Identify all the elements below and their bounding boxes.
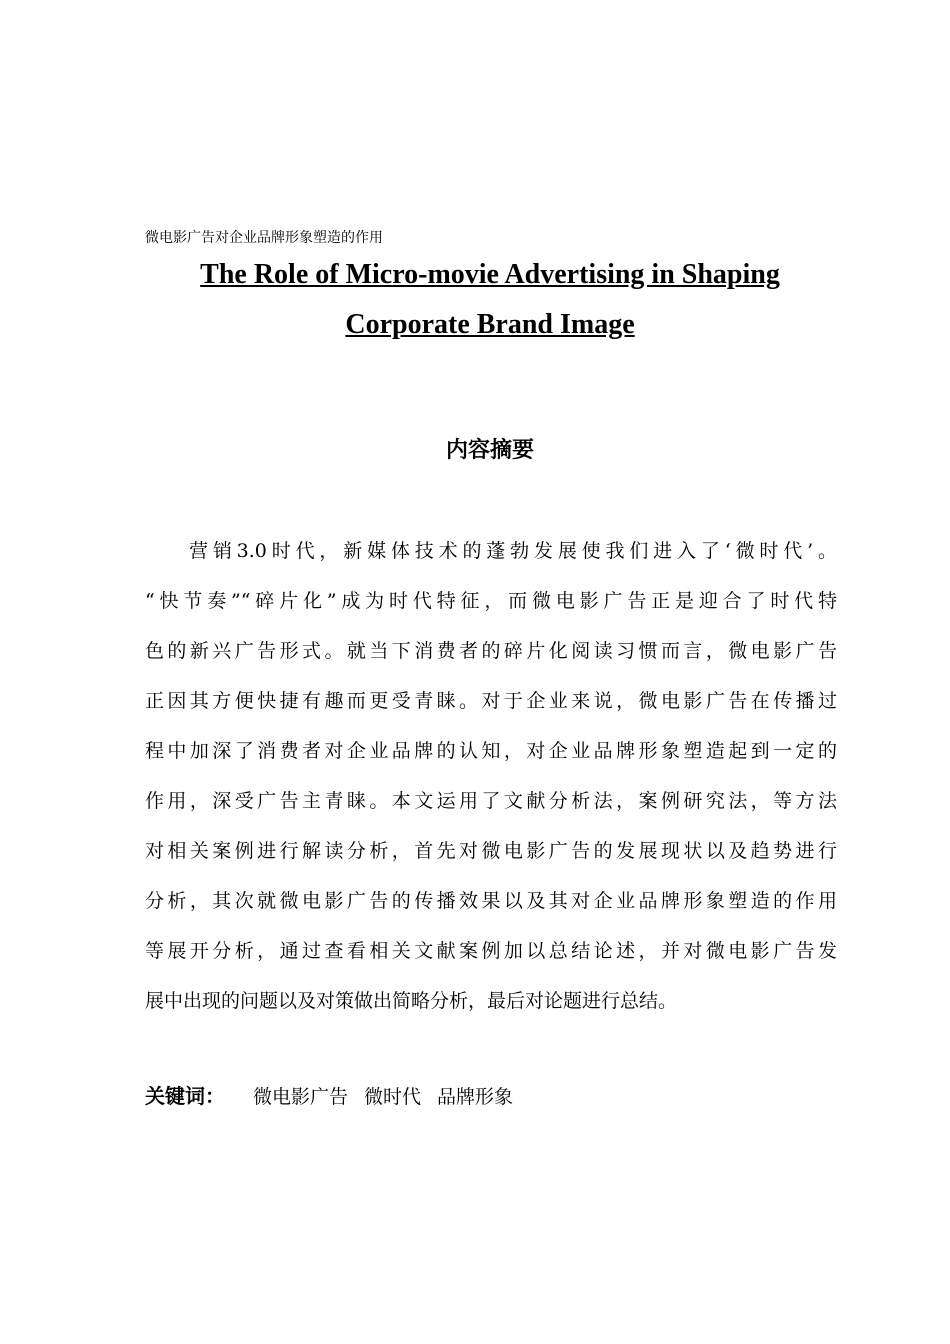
keyword-item: 微时代 — [364, 1086, 422, 1108]
english-title — [130, 250, 850, 350]
keyword-item: 品牌形象 — [437, 1086, 514, 1108]
abstract-line: 分析，其次就微电影广告的传播效果以及其对企业品牌形象塑造的作用 — [145, 890, 837, 912]
keywords-label: 关键词： — [145, 1084, 225, 1108]
abstract-line: 营销3.0时代，新媒体技术的蓬勃发展使我们进入了‘微时代’。 — [189, 540, 837, 562]
abstract-line: 色的新兴广告形式。就当下消费者的碎片化阅读习惯而言，微电影广告 — [145, 640, 837, 662]
abstract-line: “快节奏”“碎片化”成为时代特征，而微电影广告正是迎合了时代特 — [145, 590, 837, 612]
keywords-row — [145, 1078, 525, 1117]
abstract-line: 展中出现的问题以及对策做出简略分析，最后对论题进行总结。 — [145, 990, 678, 1012]
english-title-line-2: Corporate Brand Image — [345, 309, 635, 340]
abstract-line: 程中加深了消费者对企业品牌的认知，对企业品牌形象塑造起到一定的 — [145, 740, 837, 762]
running-header: 微电影广告对企业品牌形象塑造的作用 — [145, 230, 383, 246]
abstract-line: 对相关案例进行解读分析，首先对微电影广告的发展现状以及趋势进行 — [145, 840, 837, 862]
keyword-item: 微电影广告 — [253, 1086, 349, 1108]
abstract-heading: 内容摘要 — [445, 438, 534, 463]
abstract-line: 等展开分析，通过查看相关文献案例加以总结论述，并对微电影广告发 — [145, 940, 837, 962]
abstract-line: 作用，深受广告主青睐。本文运用了文献分析法，案例研究法，等方法 — [145, 790, 837, 812]
english-title-line-1: The Role of Micro-movie Advertising in Shaping — [200, 259, 780, 290]
abstract-line: 正因其方便快捷有趣而更受青睐。对于企业来说，微电影广告在传播过 — [145, 690, 837, 712]
abstract-body — [145, 526, 837, 1026]
